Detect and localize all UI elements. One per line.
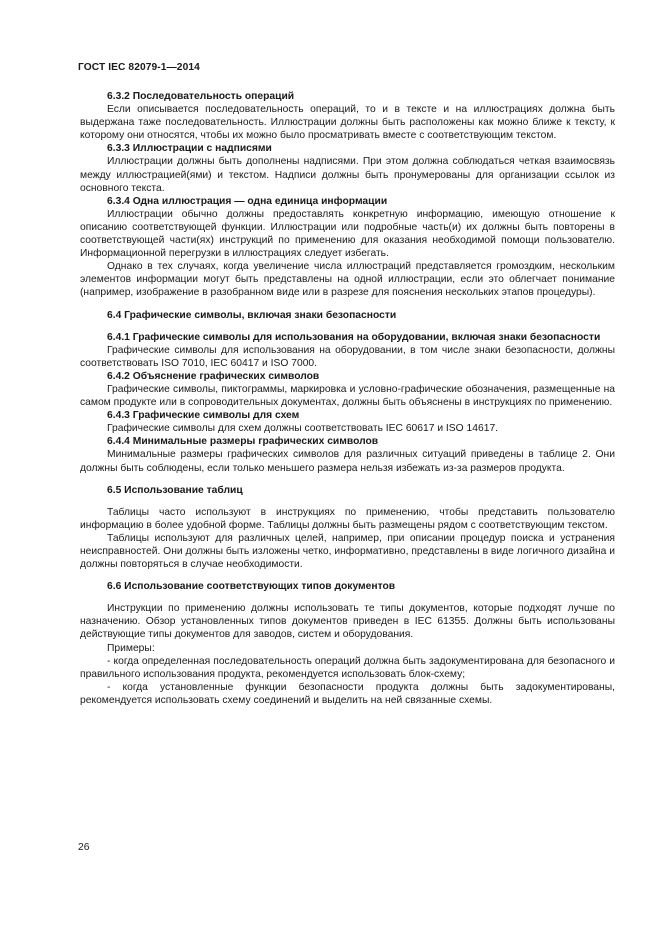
section-heading-6-4: 6.4 Графические символы, включая знаки безопасности: [107, 309, 397, 321]
list-item: - когда установленные функции безопасности продукта должны быть задокументированы, рекомендуется использовать схему соединений и выделить на ней связанные схемы.: [80, 681, 615, 706]
paragraph: Графические символы для схем должны соответствовать IEC 60617 и ISO 14617.: [107, 423, 499, 435]
paragraph: Иллюстрации должны быть дополнены надписями. При этом должна соблюдаться четкая взаимосвязь между иллюстрацией(ями) и текстом. Надписи должны быть пронумерованы для организации ссылок из основного текста.: [80, 156, 615, 194]
page-number: 26: [78, 842, 90, 853]
paragraph: Иллюстрации обычно должны предоставлять конкретную информацию, имеющую отношение к описанию соответствующей функции. Иллюстрации или подробные часть(и) их должны быть повторены в соответствующей части(ях) инструкций по применению для оказания необходимой помощи пользователю. Информационной перегрузки в иллюстрациях следует избегать.: [80, 208, 615, 260]
paragraph: Инструкции по применению должны использовать те типы документов, которые подходят лучше по назначению. Обзор установленных типов документов приведен в IEC 61355. Должны быть использованы действующие типы документов для заводов, систем и оборудования.: [80, 603, 615, 641]
heading-6-4-3: 6.4.3 Графические символы для схем: [107, 410, 300, 422]
heading-6-4-4: 6.4.4 Минимальные размеры графических символов: [107, 436, 379, 448]
examples-label: Примеры:: [107, 642, 155, 654]
paragraph: Графические символы для использования на оборудовании, в том числе знаки безопасности, должны соответствовать ISO 7010, IEC 60417 и ISO 7000.: [80, 344, 615, 369]
heading-6-3-3: 6.3.3 Иллюстрации с надписями: [107, 143, 272, 155]
list-item: - когда определенная последовательность операций должна быть задокументирована для безопасного и правильного использования продукта, рекомендуется использовать блок-схему;: [80, 655, 615, 680]
paragraph: Минимальные размеры графических символов для различных ситуаций приведены в таблице 2. Они должны быть соблюдены, если только меньшего размера нельзя избежать из-за размеров продукта.: [80, 449, 615, 474]
paragraph: Таблицы используют для различных целей, например, при описании процедур поиска и устранения неисправностей. Они должны быть изложены четко, информативно, представлены в виде логичного дизайна и должны повторяться в случае необходимости.: [80, 532, 615, 571]
document-body: [80, 90, 615, 707]
paragraph: Таблицы часто используют в инструкциях по применению, чтобы представить пользователю информацию в более удобной форме. Таблицы должны быть размещены рядом с соответствующим текстом.: [80, 506, 615, 531]
heading-6-4-1: 6.4.1 Графические символы для использования на оборудовании, включая знаки безопасности: [107, 331, 601, 343]
paragraph: Если описывается последовательность операций, то и в тексте и на иллюстрациях должна быть выдержана таже последовательность. Иллюстрации должны быть расположены как можно ближе к тексту, к которому они относятся, чтобы их можно было просматривать вместе с соответствующим текстом.: [80, 104, 615, 142]
section-heading-6-6: 6.6 Использование соответствующих типов документов: [107, 581, 396, 593]
paragraph: Графические символы, пиктограммы, маркировка и условно-графические обозначения, размещенные на самом продукте или в сопроводительных документах, должны быть объяснены в инструкциях по применению.: [80, 383, 615, 409]
heading-6-3-2: 6.3.2 Последовательность операций: [107, 91, 295, 102]
document-header: ГОСТ IEC 82079-1—2014: [78, 62, 200, 73]
heading-6-3-4: 6.3.4 Одна иллюстрация — одна единица информации: [107, 195, 388, 207]
paragraph: Однако в тех случаях, когда увеличение числа иллюстраций представляется громоздким, нескольким элементов информации могут быть представлены на одной иллюстрации, если это облегчает понимание (например, изображение в разобранном виде или в разрезе для пояснения нескольких этапов процедуры).: [80, 261, 615, 299]
heading-6-4-2: 6.4.2 Объяснение графических символов: [107, 370, 320, 382]
section-heading-6-5: 6.5 Использование таблиц: [107, 484, 243, 496]
